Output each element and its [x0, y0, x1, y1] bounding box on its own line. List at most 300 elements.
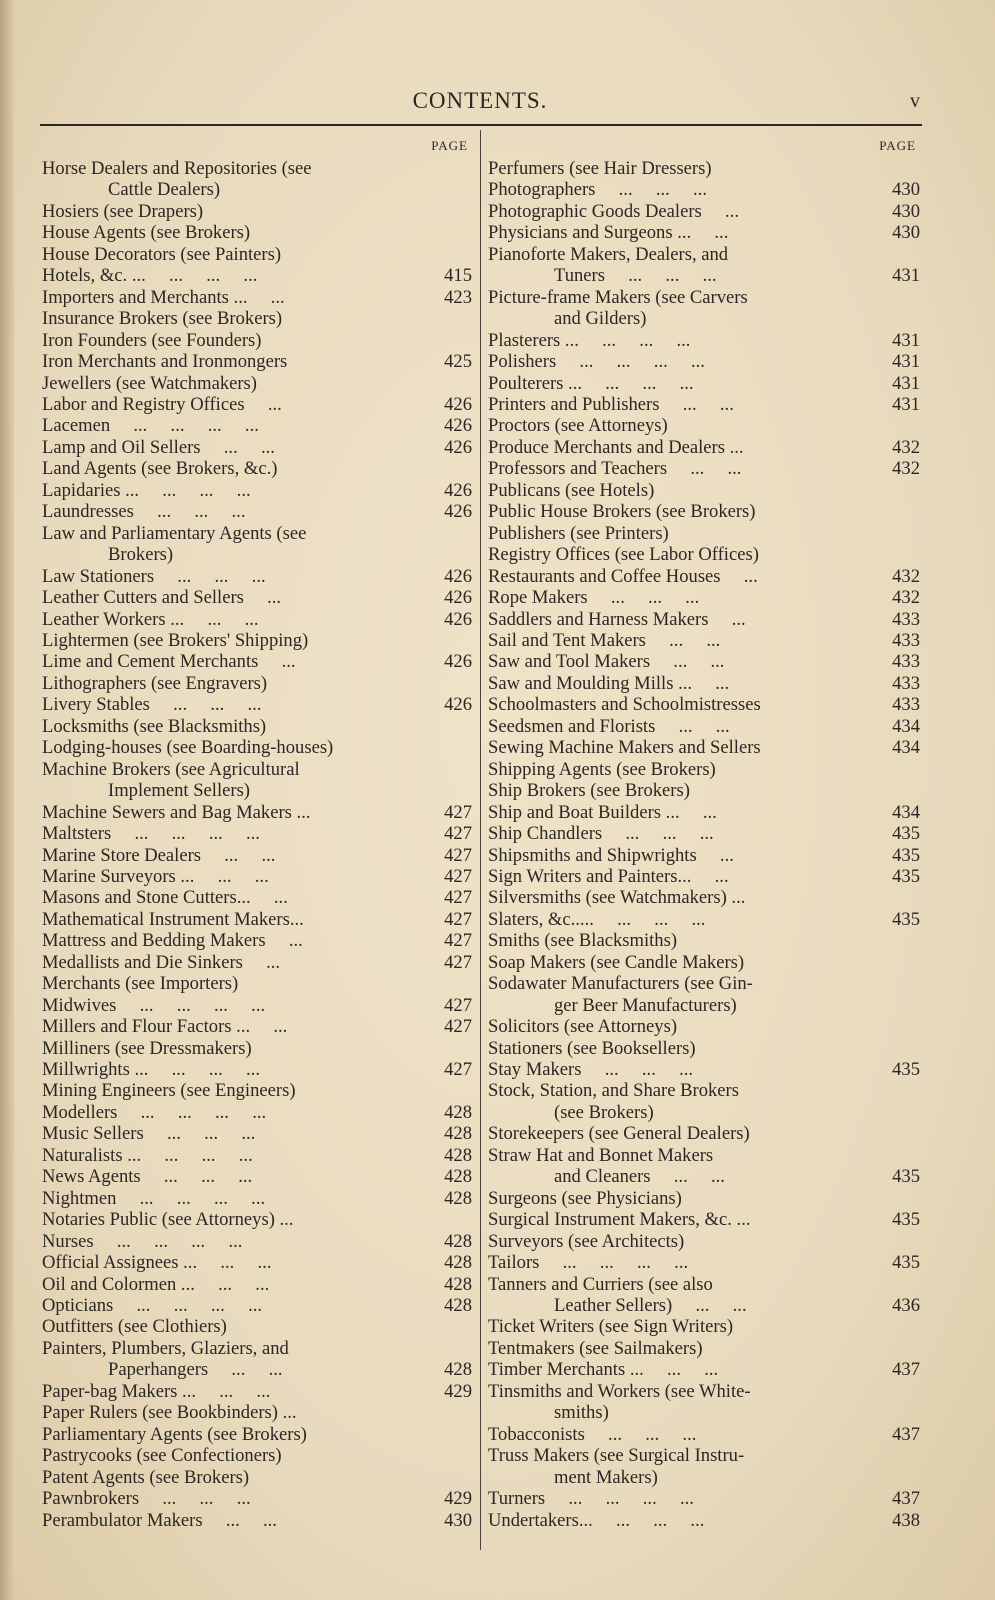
- contents-entry: [42, 759, 472, 780]
- contents-entry: [488, 1359, 920, 1380]
- column-divider: [480, 130, 481, 1550]
- entry-page-number: 436: [892, 1295, 920, 1317]
- contents-entry: [42, 1145, 472, 1166]
- contents-entry: [42, 437, 472, 458]
- entry-page-number: 433: [892, 651, 920, 673]
- contents-entry: [42, 780, 472, 801]
- contents-entry: [488, 179, 920, 200]
- entry-page-number: 434: [892, 715, 920, 737]
- entry-text: Sodawater Manufacturers (see Gin-: [488, 973, 753, 995]
- entry-text: Physicians and Surgeons ... ...: [488, 222, 729, 244]
- entry-text: Millers and Flour Factors ... ...: [42, 1016, 288, 1038]
- entry-text: Public House Brokers (see Brokers): [488, 501, 756, 523]
- contents-entry: [42, 1123, 472, 1144]
- contents-entry: [488, 1338, 920, 1359]
- entry-page-number: 435: [892, 908, 920, 930]
- entry-text: Straw Hat and Bonnet Makers: [488, 1144, 714, 1166]
- entry-page-number: 430: [444, 1509, 472, 1531]
- entry-text: Parliamentary Agents (see Brokers): [42, 1423, 307, 1445]
- contents-entry: [42, 609, 472, 630]
- entry-page-number: 426: [444, 651, 472, 673]
- contents-entry: [42, 480, 472, 501]
- entry-page-number: 435: [892, 1252, 920, 1274]
- contents-entry: [42, 973, 472, 994]
- contents-entry: [488, 866, 920, 887]
- entry-text: Horse Dealers and Repositories (see: [42, 158, 312, 179]
- entry-text: Professors and Teachers ... ...: [488, 458, 742, 480]
- page-column-header: PAGE: [431, 138, 468, 153]
- contents-entry: [488, 887, 920, 908]
- entry-text: Livery Stables ... ... ...: [42, 694, 262, 716]
- entry-text: Paper-bag Makers ... ... ...: [42, 1380, 271, 1402]
- entry-text: Pianoforte Makers, Dealers, and: [488, 243, 729, 265]
- entry-text: Silversmiths (see Watchmakers) ...: [488, 887, 746, 909]
- entry-text: Milliners (see Dressmakers): [42, 1037, 252, 1059]
- contents-entry: [488, 458, 920, 479]
- entry-text: Hotels, &c. ... ... ... ...: [42, 265, 258, 287]
- contents-entry: [488, 630, 920, 651]
- entry-page-number: 438: [892, 1509, 920, 1531]
- entry-text: Tentmakers (see Sailmakers): [488, 1337, 703, 1359]
- contents-entry: [488, 566, 920, 587]
- entry-text: Machine Brokers (see Agricultural: [42, 758, 300, 780]
- page-number: v: [910, 90, 920, 112]
- entry-text: Masons and Stone Cutters... ...: [42, 887, 288, 909]
- entry-text: Tailors ... ... ... ...: [488, 1252, 689, 1274]
- entry-text: Jewellers (see Watchmakers): [42, 372, 257, 394]
- entry-text: Produce Merchants and Dealers ...: [488, 436, 744, 458]
- contents-entry: [42, 587, 472, 608]
- contents-entry: [488, 909, 920, 930]
- contents-entry: [42, 1080, 472, 1101]
- contents-entry: [42, 1274, 472, 1295]
- entry-text: Polishers ... ... ... ...: [488, 351, 705, 373]
- entry-text: Printers and Publishers ... ...: [488, 393, 734, 415]
- entry-text: Photographic Goods Dealers ...: [488, 200, 739, 222]
- contents-entry: [488, 802, 920, 823]
- contents-entry: [42, 1252, 472, 1273]
- entry-text: Opticians ... ... ... ...: [42, 1295, 263, 1317]
- entry-text: Oil and Colormen ... ... ...: [42, 1273, 270, 1295]
- contents-entry: [42, 1166, 472, 1187]
- contents-entry: [488, 1424, 920, 1445]
- entry-page-number: 437: [892, 1359, 920, 1381]
- entry-text: Timber Merchants ... ... ...: [488, 1359, 719, 1381]
- contents-entry: [42, 995, 472, 1016]
- contents-entry: [42, 1510, 472, 1531]
- entry-text: Notaries Public (see Attorneys) ...: [42, 1209, 294, 1231]
- entry-text: Law and Parliamentary Agents (see: [42, 522, 307, 544]
- entry-text: Poulterers ... ... ... ...: [488, 372, 694, 394]
- entry-page-number: 431: [892, 393, 920, 415]
- contents-entry: [42, 1381, 472, 1402]
- contents-entry: [488, 1059, 920, 1080]
- entry-page-number: 435: [892, 1059, 920, 1081]
- contents-entry: [42, 1059, 472, 1080]
- entry-page-number: 427: [444, 801, 472, 823]
- entry-text: Tobacconists ... ... ...: [488, 1423, 697, 1445]
- entry-page-number: 415: [444, 265, 472, 287]
- entry-page-number: 433: [892, 629, 920, 651]
- entry-page-number: 431: [892, 351, 920, 373]
- contents-entry: [42, 501, 472, 522]
- contents-entry: [488, 1038, 920, 1059]
- contents-entry: [42, 651, 472, 672]
- entry-page-number: 427: [444, 951, 472, 973]
- entry-text: Shipping Agents (see Brokers): [488, 758, 716, 780]
- entry-page-number: 426: [444, 565, 472, 587]
- contents-entry: [42, 1445, 472, 1466]
- entry-page-number: 428: [444, 1166, 472, 1188]
- right-entries-list: [488, 158, 920, 1531]
- entry-text: smiths): [554, 1402, 609, 1424]
- contents-entry: [42, 866, 472, 887]
- page-spine-edge: [0, 0, 14, 1600]
- entry-text: Lapidaries ... ... ... ...: [42, 479, 251, 501]
- entry-text: House Decorators (see Painters): [42, 243, 282, 265]
- entry-text: Mining Engineers (see Engineers): [42, 1080, 296, 1102]
- entry-page-number: 427: [444, 887, 472, 909]
- contents-entry: [488, 308, 920, 329]
- contents-entry: [488, 780, 920, 801]
- entry-page-number: 427: [444, 1059, 472, 1081]
- page-title: CONTENTS.: [412, 88, 548, 113]
- entry-page-number: 431: [892, 265, 920, 287]
- contents-entry: [488, 244, 920, 265]
- entry-text: Undertakers... ... ... ...: [488, 1509, 705, 1531]
- contents-entry: [42, 823, 472, 844]
- contents-entry: [488, 1445, 920, 1466]
- contents-entry: [42, 1295, 472, 1316]
- contents-entry: [42, 737, 472, 758]
- contents-entry: [42, 1209, 472, 1230]
- contents-entry: [42, 845, 472, 866]
- contents-entry: [488, 1080, 920, 1101]
- entry-page-number: 432: [892, 587, 920, 609]
- entry-text: Implement Sellers): [108, 780, 250, 802]
- contents-entry: [488, 673, 920, 694]
- contents-entry: [488, 1316, 920, 1337]
- contents-entry: [488, 845, 920, 866]
- entry-text: ment Makers): [554, 1466, 658, 1488]
- contents-entry: [42, 308, 472, 329]
- entry-page-number: 435: [892, 1166, 920, 1188]
- entry-text: Painters, Plumbers, Glaziers, and: [42, 1337, 289, 1359]
- entry-text: Labor and Registry Offices ...: [42, 393, 282, 415]
- contents-entry: [42, 1402, 472, 1423]
- entry-text: Naturalists ... ... ... ...: [42, 1144, 253, 1166]
- entry-page-number: 423: [444, 286, 472, 308]
- entry-text: Official Assignees ... ... ...: [42, 1252, 272, 1274]
- entry-text: Cattle Dealers): [108, 179, 221, 201]
- contents-entry: [488, 651, 920, 672]
- entry-text: Brokers): [108, 544, 174, 566]
- entry-text: Picture-frame Makers (see Carvers: [488, 286, 748, 308]
- entry-page-number: 428: [444, 1101, 472, 1123]
- contents-entry: [488, 1467, 920, 1488]
- entry-text: Sewing Machine Makers and Sellers: [488, 737, 761, 759]
- contents-entry: [42, 1467, 472, 1488]
- entry-text: Saddlers and Harness Makers ...: [488, 608, 746, 630]
- entry-page-number: 435: [892, 1209, 920, 1231]
- entry-text: Nightmen ... ... ... ...: [42, 1187, 266, 1209]
- contents-entry: [488, 1510, 920, 1531]
- entry-page-number: 430: [892, 200, 920, 222]
- contents-entry: [488, 694, 920, 715]
- contents-entry: [488, 1016, 920, 1037]
- contents-entry: [42, 630, 472, 651]
- entry-page-number: 428: [444, 1295, 472, 1317]
- contents-entry: [42, 222, 472, 243]
- contents-entry: [42, 952, 472, 973]
- entry-text: Seedsmen and Florists ... ...: [488, 715, 730, 737]
- entry-text: Stay Makers ... ... ...: [488, 1059, 694, 1081]
- entry-page-number: 427: [444, 823, 472, 845]
- entry-text: Proctors (see Attorneys): [488, 415, 668, 437]
- left-column: [42, 138, 472, 1531]
- entry-page-number: 426: [444, 393, 472, 415]
- contents-entry: [488, 587, 920, 608]
- entry-text: Iron Founders (see Founders): [42, 329, 262, 351]
- entry-page-number: 433: [892, 672, 920, 694]
- entry-text: Photographers ... ... ...: [488, 179, 707, 201]
- entry-text: Hosiers (see Drapers): [42, 200, 204, 222]
- contents-entry: [488, 823, 920, 844]
- contents-entry: [488, 287, 920, 308]
- entry-page-number: 435: [892, 865, 920, 887]
- contents-entry: [42, 415, 472, 436]
- entry-text: Surveyors (see Architects): [488, 1230, 685, 1252]
- entry-page-number: 435: [892, 844, 920, 866]
- entry-page-number: 434: [892, 737, 920, 759]
- contents-entry: [42, 673, 472, 694]
- contents-entry: [488, 1381, 920, 1402]
- contents-entry: [488, 480, 920, 501]
- contents-entry: [488, 1166, 920, 1187]
- entry-page-number: 430: [892, 222, 920, 244]
- entry-text: Nurses ... ... ... ...: [42, 1230, 243, 1252]
- entry-page-number: 437: [892, 1423, 920, 1445]
- entry-text: Registry Offices (see Labor Offices): [488, 544, 759, 566]
- contents-entry: [42, 244, 472, 265]
- page-column-header: PAGE: [879, 138, 916, 153]
- contents-entry: [488, 1209, 920, 1230]
- entry-text: Iron Merchants and Ironmongers: [42, 351, 288, 373]
- entry-text: Leather Workers ... ... ...: [42, 608, 259, 630]
- entry-page-number: 426: [444, 501, 472, 523]
- entry-text: (see Brokers): [554, 1101, 654, 1123]
- contents-entry: [42, 394, 472, 415]
- contents-entry: [42, 544, 472, 565]
- entry-text: Solicitors (see Attorneys): [488, 1016, 678, 1038]
- entry-text: Leather Sellers) ... ...: [554, 1295, 747, 1317]
- entry-page-number: 427: [444, 865, 472, 887]
- contents-entry: [488, 995, 920, 1016]
- contents-entry: [488, 201, 920, 222]
- entry-page-number: 428: [444, 1144, 472, 1166]
- contents-entry: [488, 1488, 920, 1509]
- contents-entry: [488, 1102, 920, 1123]
- entry-text: Plasterers ... ... ... ...: [488, 329, 691, 351]
- entry-page-number: 426: [444, 694, 472, 716]
- entry-text: Merchants (see Importers): [42, 973, 239, 995]
- entry-text: ger Beer Manufacturers): [554, 994, 737, 1016]
- entry-text: Ship and Boat Builders ... ...: [488, 801, 717, 823]
- entry-page-number: 427: [444, 994, 472, 1016]
- entry-text: Marine Store Dealers ... ...: [42, 844, 276, 866]
- entry-text: Stationers (see Booksellers): [488, 1037, 696, 1059]
- contents-entry: [42, 201, 472, 222]
- entry-text: Pastrycooks (see Confectioners): [42, 1445, 282, 1467]
- entry-page-number: 428: [444, 1230, 472, 1252]
- contents-entry: [42, 265, 472, 286]
- contents-entry: [42, 1488, 472, 1509]
- entry-text: Patent Agents (see Brokers): [42, 1466, 250, 1488]
- contents-entry: [42, 1016, 472, 1037]
- entry-page-number: 435: [892, 823, 920, 845]
- entry-text: Ticket Writers (see Sign Writers): [488, 1316, 734, 1338]
- contents-entry: [488, 1231, 920, 1252]
- contents-entry: [488, 759, 920, 780]
- entry-page-number: 427: [444, 908, 472, 930]
- contents-entry: [42, 1338, 472, 1359]
- entry-text: Truss Makers (see Surgical Instru-: [488, 1445, 745, 1467]
- contents-entry: [42, 1359, 472, 1380]
- entry-text: Laundresses ... ... ...: [42, 501, 246, 523]
- entry-page-number: 428: [444, 1187, 472, 1209]
- entry-text: Importers and Merchants ... ...: [42, 286, 285, 308]
- contents-entry: [488, 523, 920, 544]
- contents-entry: [488, 415, 920, 436]
- entry-page-number: 432: [892, 436, 920, 458]
- entry-text: House Agents (see Brokers): [42, 222, 251, 244]
- contents-entry: [42, 566, 472, 587]
- entry-page-number: 428: [444, 1252, 472, 1274]
- entry-page-number: 434: [892, 801, 920, 823]
- entry-text: Soap Makers (see Candle Makers): [488, 951, 745, 973]
- entry-page-number: 433: [892, 694, 920, 716]
- entry-text: Restaurants and Coffee Houses ...: [488, 565, 758, 587]
- contents-entry: [488, 501, 920, 522]
- entry-text: Sign Writers and Painters... ...: [488, 865, 729, 887]
- entry-text: Music Sellers ... ... ...: [42, 1123, 256, 1145]
- entry-page-number: 437: [892, 1488, 920, 1510]
- entry-page-number: 432: [892, 458, 920, 480]
- entry-text: Surgeons (see Physicians): [488, 1187, 682, 1209]
- contents-entry: [42, 179, 472, 200]
- entry-text: Lightermen (see Brokers' Shipping): [42, 629, 309, 651]
- contents-entry: [42, 1424, 472, 1445]
- contents-entry: [488, 952, 920, 973]
- entry-text: Surgical Instrument Makers, &c. ...: [488, 1209, 751, 1231]
- entry-text: Medallists and Die Sinkers ...: [42, 951, 281, 973]
- contents-entry: [42, 909, 472, 930]
- contents-entry: [42, 694, 472, 715]
- entry-page-number: 430: [892, 179, 920, 201]
- contents-entry: [42, 1038, 472, 1059]
- contents-entry: [488, 437, 920, 458]
- entry-text: Saw and Tool Makers ... ...: [488, 651, 725, 673]
- entry-text: Shipsmiths and Shipwrights ...: [488, 844, 734, 866]
- entry-page-number: 431: [892, 329, 920, 351]
- contents-entry: [42, 1102, 472, 1123]
- entry-text: Outfitters (see Clothiers): [42, 1316, 227, 1338]
- contents-entry: [488, 1274, 920, 1295]
- contents-entry: [488, 1145, 920, 1166]
- entry-page-number: 433: [892, 608, 920, 630]
- contents-entry: [42, 716, 472, 737]
- entry-text: Perfumers (see Hair Dressers): [488, 158, 712, 179]
- contents-entry: [42, 1188, 472, 1209]
- entry-text: Paperhangers ... ...: [108, 1359, 283, 1381]
- entry-text: Lodging-houses (see Boarding-houses): [42, 737, 334, 759]
- entry-text: Mattress and Bedding Makers ...: [42, 930, 303, 952]
- entry-page-number: 427: [444, 844, 472, 866]
- contents-entry: [488, 373, 920, 394]
- contents-entry: [488, 1188, 920, 1209]
- entry-text: Lamp and Oil Sellers ... ...: [42, 436, 275, 458]
- entry-text: Stock, Station, and Share Brokers: [488, 1080, 739, 1102]
- entry-text: Smiths (see Blacksmiths): [488, 930, 678, 952]
- entry-text: Law Stationers ... ... ...: [42, 565, 266, 587]
- contents-entry: [488, 330, 920, 351]
- contents-entry: [488, 1402, 920, 1423]
- entry-page-number: 432: [892, 565, 920, 587]
- contents-entry: [488, 609, 920, 630]
- contents-entry: [42, 287, 472, 308]
- entry-page-number: 428: [444, 1123, 472, 1145]
- entry-text: Rope Makers ... ... ...: [488, 587, 700, 609]
- entry-text: Perambulator Makers ... ...: [42, 1509, 277, 1531]
- entry-text: and Cleaners ... ...: [554, 1166, 725, 1188]
- contents-entry: [42, 802, 472, 823]
- page-header: [40, 88, 920, 122]
- entry-page-number: 426: [444, 608, 472, 630]
- contents-entry: [42, 1316, 472, 1337]
- entry-text: Pawnbrokers ... ... ...: [42, 1488, 251, 1510]
- contents-entry: [488, 544, 920, 565]
- contents-entry: [488, 351, 920, 372]
- entry-text: Modellers ... ... ... ...: [42, 1101, 267, 1123]
- left-entries-list: [42, 158, 472, 1531]
- entry-page-number: 426: [444, 415, 472, 437]
- header-rule: [40, 124, 922, 126]
- entry-text: Maltsters ... ... ... ...: [42, 823, 260, 845]
- entry-page-number: 426: [444, 436, 472, 458]
- entry-page-number: 427: [444, 1016, 472, 1038]
- entry-text: Tinsmiths and Workers (see White-: [488, 1380, 751, 1402]
- right-column: [488, 138, 920, 1531]
- contents-entry: [488, 1295, 920, 1316]
- entry-text: Tuners ... ... ...: [554, 265, 717, 287]
- contents-entry: [488, 1123, 920, 1144]
- entry-text: News Agents ... ... ...: [42, 1166, 253, 1188]
- entry-text: Lithographers (see Engravers): [42, 672, 268, 694]
- entry-text: Tanners and Curriers (see also: [488, 1273, 713, 1295]
- contents-entry: [42, 330, 472, 351]
- entry-text: Lacemen ... ... ... ...: [42, 415, 259, 437]
- contents-entry: [42, 1231, 472, 1252]
- entry-text: Marine Surveyors ... ... ...: [42, 865, 269, 887]
- entry-text: Midwives ... ... ... ...: [42, 994, 266, 1016]
- entry-page-number: 429: [444, 1488, 472, 1510]
- contents-entry: [488, 737, 920, 758]
- contents-entry: [488, 973, 920, 994]
- contents-entry: [488, 930, 920, 951]
- entry-page-number: 428: [444, 1273, 472, 1295]
- entry-text: Machine Sewers and Bag Makers ...: [42, 801, 311, 823]
- entry-text: Storekeepers (see General Dealers): [488, 1123, 750, 1145]
